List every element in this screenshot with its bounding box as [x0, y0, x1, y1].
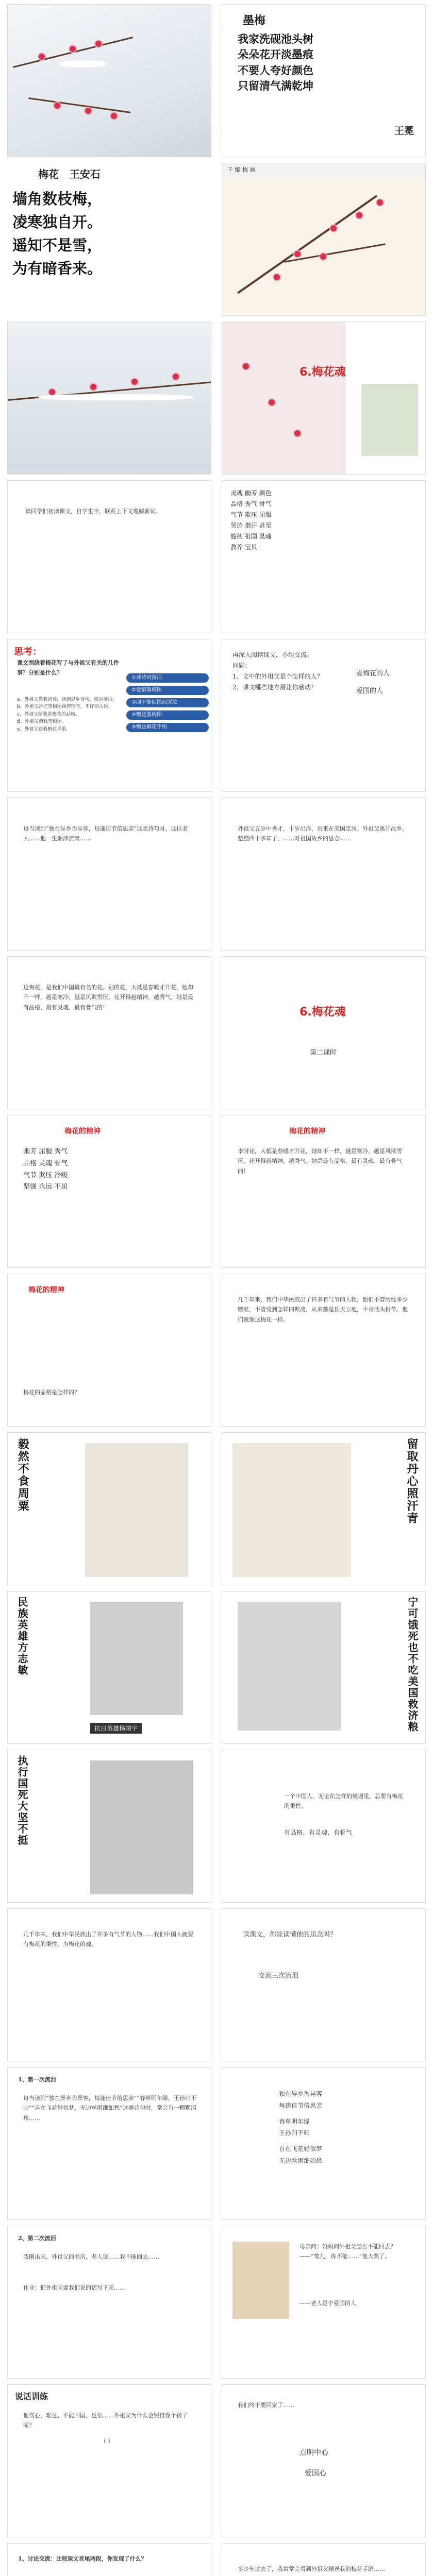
word-row: 品格 秀气 骨气 [230, 500, 272, 507]
snow-clump [39, 394, 193, 400]
discussion-text [232, 650, 361, 693]
slide-group-discussion [222, 639, 426, 792]
blossom [330, 225, 337, 231]
portrait-caption: 民族英雄方志敏 [16, 1597, 28, 1676]
plum-photo [222, 322, 346, 474]
slide-plum-spirit-words [7, 1115, 211, 1268]
slide-title-2 [222, 956, 426, 1109]
reading-text: 每当读到“独在异乡为异客，每逢佳节倍思亲”这类诗句时，这位老人……他一生颠沛流离…… [23, 825, 188, 842]
blossom [85, 108, 91, 114]
slide-portrait-2 [222, 1432, 426, 1585]
slide-portrait-3 [7, 1591, 211, 1744]
plum-painting [222, 177, 426, 316]
question-text: 读课文，你能读懂他的思念吗？ [243, 1931, 337, 1939]
word-row: 气节 欺压 冷峻 [23, 1171, 68, 1179]
slide-grandfather-cry [222, 2226, 426, 2379]
section-heading: 梅花的精神 [64, 1127, 101, 1136]
blossom [294, 430, 301, 436]
question-text: 梅花的品格是怎样的？ [23, 1389, 80, 1396]
discussion-heading: 1、讨论交流：比较课文首尾两段，你发现了什么？ [18, 2555, 147, 2562]
blossom [111, 113, 117, 119]
reading-text: 外祖父五岁中秀才，十岁出洋，后来在美国定居。外祖父离开故乡，整整四十多年了，……对祖国故乡的思念…… [238, 825, 408, 842]
practice-text: 他伤心、难过、不能回国，也很……外祖父为什么会哭得像个孩子呢？ [23, 2412, 188, 2429]
portrait-painting [232, 1443, 351, 1577]
poem-line: 遥知不是雪， [12, 236, 103, 254]
illustration [232, 2242, 289, 2319]
slide-national-integrity-2 [7, 1908, 211, 2061]
lesson-title: 6.梅花魂 [299, 366, 346, 379]
practice-blank[interactable]: （ ） [101, 2438, 114, 2445]
slide-poem-meihua [7, 163, 211, 316]
slide-portrait-4 [222, 1591, 426, 1744]
section-heading: 梅花的精神 [289, 1127, 325, 1136]
slide-years-later [222, 2543, 426, 2576]
slide-first-tears [7, 2067, 211, 2220]
item: d、外祖父赠我墨梅图。 [17, 719, 66, 725]
lesson-title: 6.梅花魂 [299, 1006, 346, 1019]
cry-sub: ——老人是个爱国的人 [299, 2300, 356, 2307]
portrait-photo [90, 1602, 183, 1715]
item: c、外祖父给我讲梅花的品格。 [17, 711, 80, 717]
word-row: 品格 灵魂 骨气 [23, 1159, 68, 1167]
poem-line: 凌寒独自开。 [12, 213, 103, 231]
reading-text: 这梅花，是我们中国最有名的花。别的花，大抵是春暖才开花，她却不一样，越是寒冷，越是风欺雪压，花开得越精神，越秀气。她是最有品格、最有灵魂、最有骨气的！ [23, 984, 193, 1011]
label: 爱国的人 [356, 687, 384, 695]
item: e、外祖父送我梅花手绢。 [17, 726, 71, 732]
blossom [320, 253, 326, 260]
word-row: 教养 宝贝 [230, 544, 257, 551]
poem-body [238, 31, 313, 94]
blossom [294, 251, 301, 257]
poem-line: 为有暗香来。 [12, 259, 103, 277]
thinking-heading: 思考： [14, 647, 42, 657]
blossom [49, 389, 55, 395]
poem-line: 不要人夸好颜色 [238, 63, 313, 77]
slide-plum-spirit-question [7, 1274, 211, 1427]
portrait-painting [85, 1443, 188, 1577]
slide-discussion [7, 2543, 211, 2576]
poem-body [12, 188, 102, 280]
answer-pill: ⑤赠送梅花手绢 [126, 723, 209, 732]
slide-portrait-5 [7, 1750, 211, 1903]
poem-line: 每逢佳节倍思亲 [279, 2102, 323, 2109]
snow-plum-photo [8, 5, 211, 157]
item: a、外祖父教我读诗，读到思乡诗句，就会落泪。 [17, 697, 118, 702]
slide-national-integrity [222, 1274, 426, 1427]
section-heading: 2、第二次流泪 [18, 2235, 56, 2242]
instruction-text: 读同学们初读课文，自学生字，联系上下文理解新词。 [25, 508, 161, 515]
blossom [243, 363, 249, 369]
character-text: 一个中国人，无论在怎样的境遇里，总要有梅花的秉性。 [284, 1793, 403, 1810]
slide-plum-photo-2 [7, 321, 211, 474]
portrait-photo [238, 1602, 341, 1731]
slide-reading-1 [7, 798, 211, 951]
poem-lines [279, 2088, 322, 2167]
poem-line: 无边丝雨细如愁 [279, 2157, 323, 2164]
section-heading: 1、第一次流泪 [18, 2076, 56, 2083]
portrait-caption: 宁可饿死也不吃美国救济粮 [406, 1597, 419, 1733]
line: 再深入阅读课文，小组交流。 [232, 651, 313, 658]
slide-speaking-practice [7, 2384, 211, 2537]
theme-red-2: 爱国心 [305, 2469, 326, 2478]
snow-clump [59, 60, 106, 67]
blossom [274, 274, 280, 280]
answer-labels [356, 665, 390, 700]
blossom [90, 384, 96, 390]
word-row: 坚强 永远 不屈 [23, 1183, 68, 1191]
integrity-text: 几千年来，我们中华民族出了许多有气节的人物，他们不管历经多少磨难，不管受到怎样的欺凌，从来都是顶天立地，不肯低头折节。他们就像这梅花一样。 [238, 1296, 408, 1323]
answer-pill: ④赠送墨梅图 [126, 710, 209, 720]
photo-label: 抗日英雄杨靖宇 [90, 1723, 142, 1734]
tab-bar: 千 编 梅 画 [222, 163, 425, 177]
word-row: 缝纫 祖国 灵魂 [230, 533, 272, 540]
thinking-question: 课文围绕着梅花写了与外祖父有关的几件事？分别是什么？ [17, 659, 119, 676]
poem-line: 王孙归不归 [279, 2129, 310, 2137]
slide-plum-photo-1 [7, 4, 211, 157]
item: b、外祖父常把墨梅图视若珍宝，不许别人碰。 [17, 704, 113, 710]
character-red: 有品格、有灵魂、有骨气 [284, 1829, 353, 1836]
tears-sub: 作业：把外祖父要我们说的话写下来…… [23, 2284, 125, 2291]
poem-line: 独在异乡为异客 [279, 2090, 323, 2097]
poem-line: 春草明年绿 [279, 2117, 310, 2125]
slide-portrait-1 [7, 1432, 211, 1585]
slide-study-instructions [7, 480, 211, 633]
poem-line: 墙角数枝梅， [12, 190, 103, 208]
blossom [95, 41, 102, 47]
tears-text: 每当读到“独在异乡为异客，每逢佳节倍思亲”“春草明年绿，王孙归不归”“自在飞花轻似梦，无边丝雨细如愁”这类诗句时，常会有一颗颗泪珠…… [23, 2095, 196, 2122]
blossom [70, 46, 76, 52]
lesson-subtitle: 第二课时 [310, 1049, 337, 1057]
blossom [131, 379, 138, 385]
poem-line: 朵朵花开淡墨痕 [238, 48, 313, 61]
spirit-text: 李时花，大抵是春暖才开花，她却不一样，越是寒冷，越是风欺雪压，花开得越精神，越秀气。她是最有品格、最有灵魂、最有骨气的！ [238, 1148, 402, 1175]
answer-pills [126, 670, 209, 735]
poem-author: 王冕 [394, 125, 414, 137]
answer-pill: ①读诗词落泪 [126, 673, 209, 683]
section-heading: 说话训练 [15, 2392, 48, 2401]
slide-poem-mo-mei [222, 4, 426, 157]
label: 爱梅花的人 [356, 670, 390, 677]
integrity-text: 几千年来，我们中华民族出了许多有气节的人物……我们中国人就要有梅花的秉性，为梅花的魂。 [23, 1931, 193, 1948]
slide-thinking [7, 639, 211, 792]
poem-header: 梅花 王安石 [38, 168, 101, 180]
theme-text: 我们终于要回家了…… [238, 2402, 294, 2409]
line: 问题： [232, 662, 252, 669]
word-row: 灵魂 幽芳 颜色 [230, 489, 272, 497]
slide-plum-spirit-text [222, 1115, 426, 1268]
portrait-photo [90, 1760, 193, 1894]
slide-plum-character [222, 1750, 426, 1903]
blossom [54, 103, 60, 109]
slide-second-tears [7, 2226, 211, 2379]
slide-read-understand [222, 1908, 426, 2061]
line: 2、课文哪些地方最让你感动？ [232, 684, 317, 691]
blossom [377, 199, 383, 206]
slide-vocabulary [222, 480, 426, 633]
slide-plum-painting [222, 163, 426, 316]
theme-red-1: 点明中心 [299, 2449, 328, 2457]
thinking-items [17, 696, 120, 733]
word-list [23, 1146, 68, 1193]
slide-poem-lines [222, 2067, 426, 2220]
slide-title-1 [222, 321, 426, 474]
answer-pill: ③回不能回国而哭泣 [126, 698, 209, 707]
portrait-caption: 执行国死大坚不挺 [16, 1755, 28, 1846]
question-sub: 交流三次流泪 [258, 1972, 299, 1980]
word-row: 气节 欺压 屈服 [230, 511, 272, 518]
blossom [173, 374, 179, 380]
years-text: 多少年过去了，我常常会看到外祖父赠送我的梅花手绢…… [238, 2566, 385, 2572]
tears-text: 我刚出来，外祖父的书房，老人说……我不能回去…… [23, 2253, 159, 2260]
word-row: 哭泣 揩汗 甚至 [230, 522, 272, 529]
teacher-photo [361, 384, 418, 456]
answer-pill: ②爱惜墨梅图 [126, 686, 209, 695]
blossom [39, 54, 45, 60]
poem-title: 墨梅 [243, 14, 266, 27]
poem-line: 自在飞花轻似梦 [279, 2145, 323, 2153]
cry-text: 母亲问：妈妈问外祖父怎么不能回去？——“莺儿，你不能……”他大哭了。 [299, 2243, 396, 2260]
poem-line: 只留清气满乾坤 [238, 79, 313, 93]
slide-reading-2 [222, 798, 426, 951]
slide-reading-3 [7, 956, 211, 1109]
blossom [269, 399, 275, 405]
line: 1、文中的外祖父是个怎样的人？ [232, 673, 323, 680]
blossom [356, 212, 362, 218]
word-list [230, 488, 416, 553]
portrait-caption: 留取丹心照汗青 [405, 1438, 419, 1524]
portrait-caption: 毅然不食周粟 [16, 1438, 30, 1512]
word-row: 幽芳 屈服 秀气 [23, 1148, 68, 1156]
slide-center-theme [222, 2384, 426, 2537]
section-heading: 梅花的精神 [28, 1286, 64, 1294]
poem-line: 我家洗砚池头树 [238, 32, 313, 45]
